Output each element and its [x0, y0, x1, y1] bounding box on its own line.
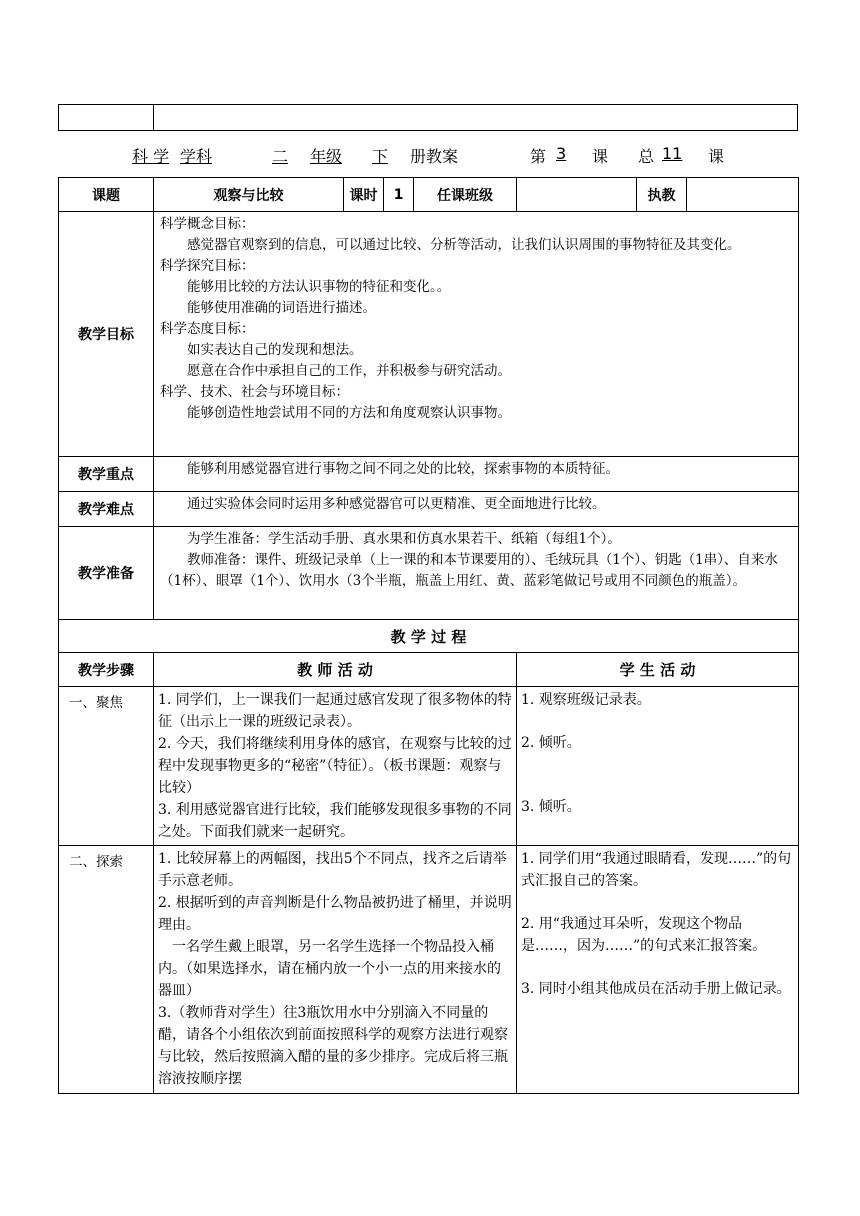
preparation-teacher: 教师准备：课件、班级记录单（上一课的和本节课要用的）、毛绒玩具（1个）、钥匙（1串）、自来水（1杯）、眼罩（1个）、饮用水（3个半瓶，瓶盖上用红、黄、蓝彩笔做记号或用不同颜色的瓶盖）。 — [160, 552, 778, 589]
goals-label: 教学目标 — [59, 212, 154, 457]
teacher-activity-item: 3.（教师背对学生）往3瓶饮用水中分别滴入不同量的醋，请各个小组依次到前面按照科学的观察方法进行观察与比较，然后按照滴入醋的量的多少排序。完成后将三瓶溶液按顺序摆 — [158, 1005, 508, 1087]
hours-label: 课时 — [344, 178, 384, 212]
step-explore: 二、探索 — [59, 846, 154, 1094]
goal-heading: 科学概念目标： — [160, 216, 255, 232]
preparation-cell — [154, 527, 799, 620]
top-empty-cell — [154, 105, 798, 131]
teacher-value — [687, 178, 799, 212]
topic-value: 观察与比较 — [154, 178, 344, 212]
header-grade: 二 — [272, 147, 289, 166]
preparation-student: 为学生准备：学生活动手册、真水果和仿真水果若干、纸箱（每组1个）。 — [187, 531, 621, 547]
teacher-activity-explore — [154, 846, 517, 1094]
difficulty-label: 教学难点 — [59, 492, 154, 527]
teacher-label: 执教 — [637, 178, 687, 212]
class-value — [517, 178, 637, 212]
teacher-activity-item: 1. 同学们，上一课我们一起通过感官发现了很多物体的特征（出示上一课的班级记录表）。 — [158, 692, 512, 730]
process-title: 教 学 过 程 — [59, 620, 799, 653]
key-point-label: 教学重点 — [59, 457, 154, 492]
goal-text: 愿意在合作中承担自己的工作，并积极参与研究活动。 — [187, 363, 511, 379]
student-activity-explore — [517, 846, 799, 1094]
student-activity-item: 3. 倾听。 — [521, 799, 581, 815]
header-term: 下 — [372, 147, 389, 166]
header-term-suffix: 册教案 — [410, 147, 459, 166]
col-teacher-header: 教 师 活 动 — [154, 653, 517, 687]
col-student-header: 学 生 活 动 — [517, 653, 799, 687]
goal-text: 如实表达自己的发现和想法。 — [187, 342, 363, 358]
lesson-plan-table — [58, 177, 799, 1094]
teacher-activity-item: 3. 利用感觉器官进行比较，我们能够发现很多事物的不同之处。下面我们就来一起研究。 — [158, 802, 512, 840]
goal-text: 能够使用准确的词语进行描述。 — [187, 300, 376, 316]
class-label: 任课班级 — [414, 178, 517, 212]
student-activity-focus — [517, 687, 799, 846]
key-point-cell — [154, 457, 799, 492]
header-grade-suffix: 年级 — [310, 147, 343, 166]
student-activity-item: 3. 同时小组其他成员在活动手册上做记录。 — [521, 981, 791, 997]
header-total-prefix: 总 — [638, 147, 655, 166]
header-lesson-no: 3 — [556, 144, 567, 163]
teacher-activity-item: 一名学生戴上眼罩，另一名学生选择一个物品投入桶内。（如果选择水，请在桶内放一个小一点的用来接水的器皿） — [158, 939, 501, 999]
goals-content — [154, 212, 799, 457]
goal-heading: 科学态度目标： — [160, 321, 255, 337]
top-empty-cell — [59, 105, 154, 131]
teacher-activity-focus — [154, 687, 517, 846]
goal-heading: 科学探究目标： — [160, 258, 255, 274]
header-total-no: 11 — [662, 144, 683, 163]
teacher-activity-item: 2. 今天，我们将继续利用身体的感官，在观察与比较的过程中发现事物更多的“秘密”（特征）。（板书课题：观察与比较） — [158, 736, 512, 796]
goal-heading: 科学、技术、社会与环境目标： — [160, 384, 349, 400]
header-total-suffix: 课 — [708, 147, 725, 166]
student-activity-item: 2. 倾听。 — [521, 735, 581, 751]
header-subject: 科 学 — [132, 147, 170, 166]
teacher-activity-item: 1. 比较屏幕上的两幅图，找出5个不同点，找齐之后请举手示意老师。 — [158, 851, 507, 889]
topic-label: 课题 — [59, 178, 154, 212]
student-activity-item: 1. 同学们用“我通过眼睛看，发现……”的句式汇报自己的答案。 — [521, 851, 792, 889]
teacher-activity-item: 2. 根据听到的声音判断是什么物品被扔进了桶里，并说明理由。 — [158, 895, 512, 933]
hours-value: 1 — [384, 178, 414, 212]
difficulty-cell — [154, 492, 799, 527]
top-empty-table — [58, 104, 798, 131]
difficulty-text: 通过实验体会同时运用多种感觉器官可以更精准、更全面地进行比较。 — [187, 496, 606, 512]
header-lesson-prefix: 第 — [530, 147, 547, 166]
goal-text: 能够创造性地尝试用不同的方法和角度观察认识事物。 — [187, 405, 511, 421]
key-point-text: 能够利用感觉器官进行事物之间不同之处的比较，探索事物的本质特征。 — [187, 461, 619, 477]
goal-text: 能够用比较的方法认识事物的特征和变化。。 — [187, 279, 451, 295]
lesson-plan-header — [0, 144, 860, 168]
col-step-header: 教学步骤 — [59, 653, 154, 687]
goal-text: 感觉器官观察到的信息，可以通过比较、分析等活动，让我们认识周围的事物特征及其变化。 — [187, 237, 741, 253]
header-lesson-suffix: 课 — [592, 147, 609, 166]
preparation-label: 教学准备 — [59, 527, 154, 620]
header-subject-suffix: 学科 — [180, 147, 213, 166]
student-activity-item: 2. 用“我通过耳朵听，发现这个物品是……，因为……”的句式来汇报答案。 — [521, 916, 767, 954]
student-activity-item: 1. 观察班级记录表。 — [521, 692, 651, 708]
step-focus: 一、聚焦 — [59, 687, 154, 846]
